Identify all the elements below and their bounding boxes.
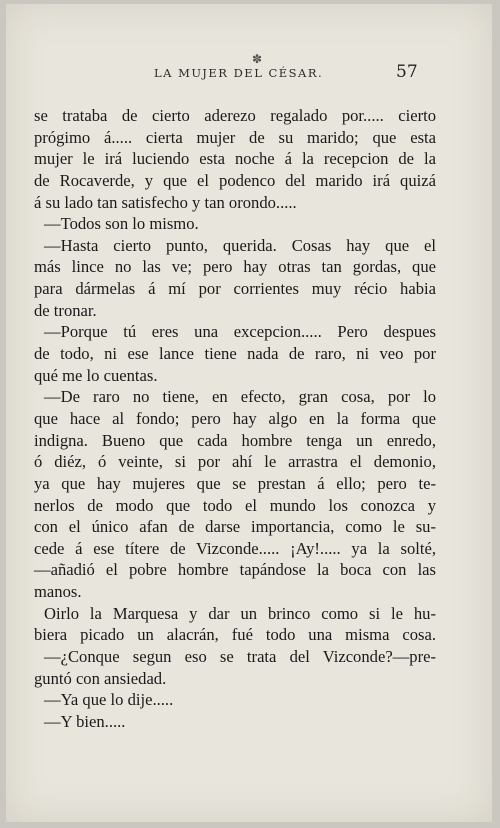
text-line: de todo, ni ese lance tiene nada de raro, ni veo por: [34, 344, 436, 364]
text-line: —Todos son lo mismo.: [44, 214, 199, 234]
text-line: cede á ese títere de Vizconde..... ¡Ay!..... ya la solté,: [34, 538, 436, 558]
body-text: [34, 105, 436, 733]
text-line: —De raro no tiene, en efecto, gran cosa, por lo: [44, 387, 436, 407]
text-line: guntó con ansiedad.: [34, 668, 167, 688]
text-line: nerlos de modo que todo el mundo los conozca y: [34, 495, 436, 515]
text-line: se trataba de cierto aderezo regalado por..... cierto: [34, 106, 436, 125]
text-line: —Y bien.....: [44, 711, 126, 731]
text-line: que hace al fondo; pero hay algo en la forma que: [34, 408, 436, 428]
text-line: más lince no las ve; pero hay otras tan gordas, que: [34, 257, 436, 277]
text-line: de tronar.: [34, 300, 97, 320]
page-number: 57: [396, 62, 418, 82]
text-line: biera picado un alacrán, fué todo una misma cosa.: [34, 625, 436, 645]
ornament-mark: ✽: [252, 52, 263, 66]
text-line: para dármelas á mí por corrientes muy récio habia: [34, 279, 436, 299]
text-line: mujer le irá luciendo esta noche á la recepcion de la: [34, 149, 436, 169]
text-line: ó diéz, ó veinte, si por ahí le arrastra el demonio,: [34, 452, 436, 472]
text-line: —¿Conque segun eso se trata del Vizconde?—pre-: [44, 647, 436, 667]
text-line: Oirlo la Marquesa y dar un brinco como si le hu-: [44, 603, 436, 623]
book-page: [6, 4, 492, 822]
text-line: —añadió el pobre hombre tapándose la boca con las: [34, 560, 436, 580]
text-line: indigna. Bueno que cada hombre tenga un enredo,: [34, 430, 436, 450]
text-line: manos.: [34, 582, 82, 602]
text-line: con el único afan de darse importancia, como le su-: [34, 517, 436, 537]
text-line: ya que hay mujeres que se prestan á ello; pero te-: [34, 473, 436, 493]
page-header: [6, 52, 492, 86]
text-line: —Hasta cierto punto, querida. Cosas hay que el: [44, 235, 436, 255]
text-line: —Porque tú eres una excepcion..... Pero despues: [44, 322, 436, 342]
running-title: LA MUJER DEL CÉSAR.: [154, 66, 324, 80]
text-line: qué me lo cuentas.: [34, 365, 158, 385]
text-line: prógimo á..... cierta mujer de su marido; que esta: [34, 127, 436, 147]
text-line: de Rocaverde, y que el podenco del marido irá quizá: [34, 170, 436, 190]
text-line: —Ya que lo dije.....: [44, 690, 174, 710]
text-line: á su lado tan satisfecho y tan orondo.....: [34, 192, 297, 212]
